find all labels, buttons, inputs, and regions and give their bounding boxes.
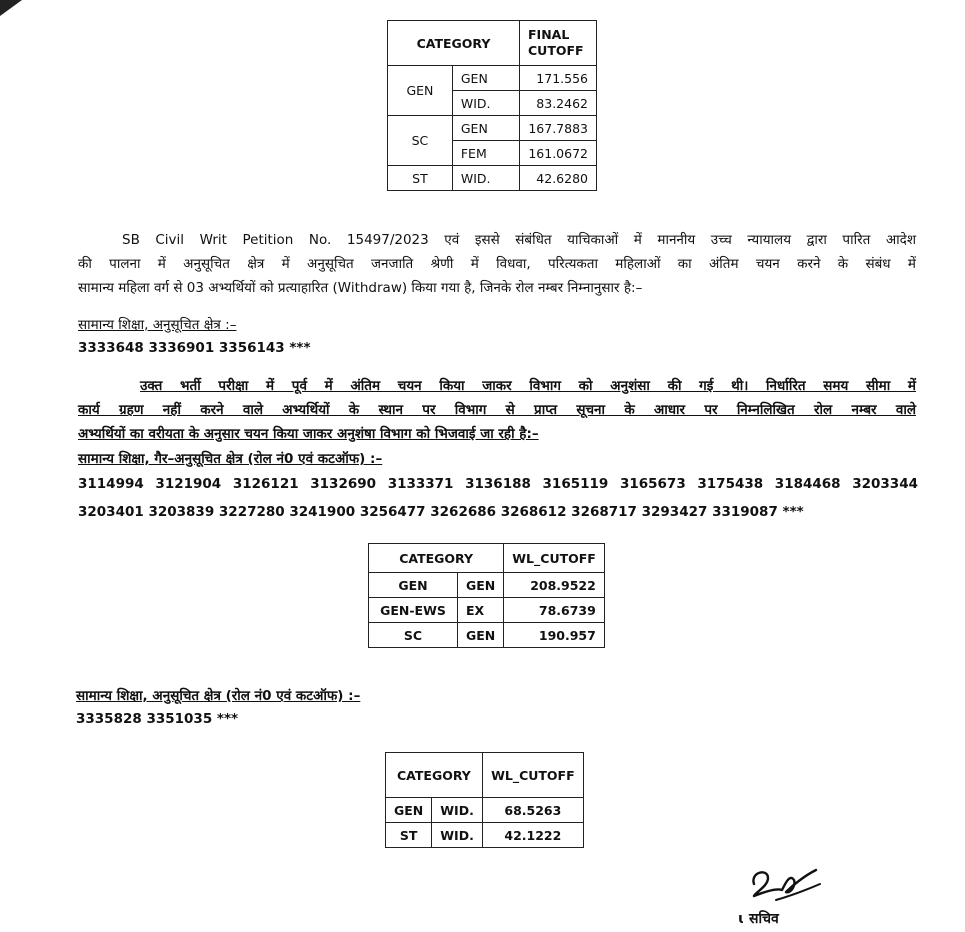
roll-number-line: 3203401 3203839 3227280 3241900 3256477 3262686 3268612 3268717 3293427 3319087 *** bbox=[78, 504, 804, 520]
paragraph-line: SB Civil Writ Petition No. 15497/2023 एवं इससे संबंधित याचिकाओं में माननीय उच्च न्यायालय द्वारा पारित आदेश bbox=[122, 232, 916, 248]
paragraph-line: सामान्य महिला वर्ग से 03 अभ्यर्थियों को प्रत्याहारित (Withdraw) किया गया है, जिनके रोल नम्बर निम्नानुसार है:– bbox=[78, 280, 643, 296]
cutoff-value-cell: 171.556 bbox=[520, 66, 597, 91]
wl-cutoff-table-non-scheduled bbox=[368, 543, 605, 648]
table-row bbox=[369, 598, 605, 623]
category-group-cell: SC bbox=[369, 623, 458, 648]
cutoff-value-cell: 208.9522 bbox=[504, 573, 605, 598]
scan-edge-mark bbox=[0, 0, 22, 16]
table-row bbox=[388, 166, 597, 191]
cutoff-value-cell: 78.6739 bbox=[504, 598, 605, 623]
subcategory-cell: WID. bbox=[432, 798, 483, 823]
handwritten-signature bbox=[746, 866, 826, 908]
category-group-cell: GEN bbox=[388, 66, 453, 116]
cutoff-value-cell: 190.957 bbox=[504, 623, 605, 648]
category-group-cell: GEN-EWS bbox=[369, 598, 458, 623]
section-heading-scheduled-area: सामान्य शिक्षा, अनुसूचित क्षेत्र :– bbox=[78, 317, 237, 333]
category-group-cell: GEN bbox=[369, 573, 458, 598]
paragraph-line: की पालना में अनुसूचित क्षेत्र में अनुसूचित जनजाति श्रेणी में विधवा, परित्यकता महिलाओं का अंतिम चयन करने के संबंध में bbox=[78, 256, 916, 272]
paragraph-line: अभ्यर्थियों का वरीयता के अनुसार चयन किया जाकर अनुशंषा विभाग को भिजवाई जा रही है:– bbox=[78, 426, 539, 442]
category-group-cell: GEN bbox=[386, 798, 432, 823]
section-heading-scheduled-area-cutoff: सामान्य शिक्षा, अनुसूचित क्षेत्र (रोल नं0 एवं कटऑफ) :– bbox=[76, 688, 361, 704]
category-group-cell: SC bbox=[388, 116, 453, 166]
cutoff-label: CUTOFF bbox=[528, 43, 584, 58]
category-header: CATEGORY bbox=[386, 753, 483, 798]
subcategory-cell: WID. bbox=[432, 823, 483, 848]
final-cutoff-header bbox=[520, 21, 597, 66]
cutoff-value-cell: 167.7883 bbox=[520, 116, 597, 141]
signatory-designation bbox=[738, 909, 779, 928]
paragraph-line: उक्त भर्ती परीक्षा में पूर्व में अंतिम चयन किया जाकर विभाग को अनुशंसा की गई थी। निर्धारित समय सीमा में bbox=[140, 378, 916, 394]
category-group-cell: ST bbox=[386, 823, 432, 848]
table-row bbox=[386, 823, 584, 848]
section-heading-non-scheduled-area: सामान्य शिक्षा, गैर–अनुसूचित क्षेत्र (रोल नं0 एवं कटऑफ) :– bbox=[78, 451, 383, 467]
cutoff-value-cell: 161.0672 bbox=[520, 141, 597, 166]
wl-cutoff-table-scheduled bbox=[385, 752, 584, 848]
subcategory-cell: WID. bbox=[452, 166, 519, 191]
subcategory-cell: GEN bbox=[458, 573, 504, 598]
table-row bbox=[386, 798, 584, 823]
category-header: CATEGORY bbox=[388, 21, 520, 66]
table-row bbox=[369, 573, 605, 598]
final-label: FINAL bbox=[528, 27, 570, 42]
category-header: CATEGORY bbox=[369, 544, 504, 573]
subcategory-cell: EX bbox=[458, 598, 504, 623]
subcategory-cell: GEN bbox=[452, 66, 519, 91]
subcategory-cell: FEM bbox=[452, 141, 519, 166]
cutoff-value-cell: 42.1222 bbox=[482, 823, 583, 848]
subcategory-cell: GEN bbox=[458, 623, 504, 648]
table-header-row bbox=[386, 753, 584, 798]
tick-mark: ɩ bbox=[738, 911, 750, 927]
roll-number-line: 3114994 3121904 3126121 3132690 3133371 3136188 3165119 3165673 3175438 3184468 3203344 bbox=[78, 476, 918, 492]
selected-roll-numbers-scheduled: 3335828 3351035 *** bbox=[76, 711, 239, 727]
withdrawn-roll-numbers: 3333648 3336901 3356143 *** bbox=[78, 340, 311, 356]
petition-paragraph bbox=[78, 228, 916, 300]
subcategory-cell: GEN bbox=[452, 116, 519, 141]
paragraph-line: कार्य ग्रहण नहीं करने वाले अभ्यर्थियों के स्थान पर विभाग से प्राप्त सूचना के आधार पर निम्नलिखित रोल नम्बर वाले bbox=[78, 402, 916, 418]
subcategory-cell: WID. bbox=[452, 91, 519, 116]
table-row bbox=[388, 116, 597, 141]
table-row bbox=[369, 623, 605, 648]
table-header-row bbox=[369, 544, 605, 573]
final-cutoff-table bbox=[387, 20, 597, 191]
selected-roll-numbers bbox=[78, 470, 918, 526]
selection-paragraph bbox=[78, 374, 916, 446]
cutoff-value-cell: 42.6280 bbox=[520, 166, 597, 191]
secretary-label: सचिव bbox=[749, 911, 779, 927]
category-group-cell: ST bbox=[388, 166, 453, 191]
table-header-row bbox=[388, 21, 597, 66]
cutoff-value-cell: 83.2462 bbox=[520, 91, 597, 116]
wl-cutoff-header: WL_CUTOFF bbox=[482, 753, 583, 798]
table-row bbox=[388, 66, 597, 91]
cutoff-value-cell: 68.5263 bbox=[482, 798, 583, 823]
wl-cutoff-header: WL_CUTOFF bbox=[504, 544, 605, 573]
